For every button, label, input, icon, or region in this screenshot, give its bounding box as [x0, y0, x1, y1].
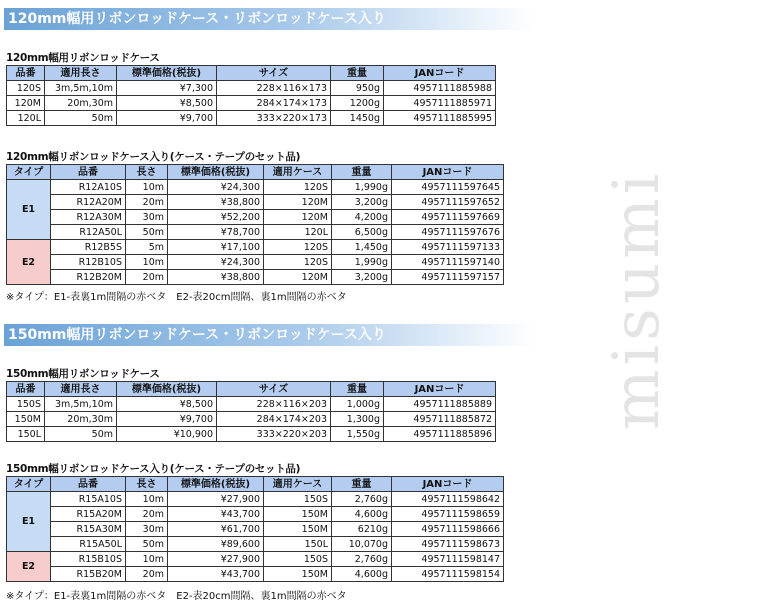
table-cell: 6,500g: [332, 225, 392, 240]
table-cell: 150M: [7, 412, 45, 427]
type-cell: E1: [7, 492, 51, 552]
table-cell: 284×174×203: [217, 412, 331, 427]
column-header: 品番: [51, 477, 126, 492]
table-cell: 4957111885971: [384, 96, 496, 111]
table-cell: 3,200g: [332, 270, 392, 285]
table-cell: 2,760g: [332, 492, 392, 507]
table-cell: 20m: [126, 567, 168, 582]
table-cell: 150M: [264, 567, 332, 582]
table-cell: 1,450g: [332, 240, 392, 255]
column-header: 品番: [51, 165, 126, 180]
table-cell: 333×220×203: [217, 427, 331, 442]
table-cell: 10m: [126, 552, 168, 567]
table-cell: R15B20M: [51, 567, 126, 582]
table-row: [7, 552, 504, 567]
column-header: 標準価格(税抜): [117, 66, 217, 81]
table-cell: ¥7,300: [117, 81, 217, 96]
table-cell: 120S: [264, 180, 332, 195]
table-cell: 120M: [264, 210, 332, 225]
table-row: [7, 240, 504, 255]
table-cell: 10,070g: [332, 537, 392, 552]
table-cell: ¥10,900: [117, 427, 217, 442]
column-header: 重量: [332, 165, 392, 180]
table-cell: 4,600g: [332, 567, 392, 582]
type-cell: E2: [7, 240, 51, 285]
table-cell: 4,200g: [332, 210, 392, 225]
table-cell: 150M: [264, 507, 332, 522]
table-cell: 4957111598642: [392, 492, 504, 507]
table-cell: 30m: [126, 522, 168, 537]
case-table-title-120: 120mm幅用リボンロッドケース: [6, 52, 160, 64]
column-header: 長さ: [126, 477, 168, 492]
table-cell: 120M: [264, 195, 332, 210]
column-header: 重量: [332, 477, 392, 492]
table-row: [7, 492, 504, 507]
header-row: [7, 66, 496, 81]
set-table-120: [6, 164, 504, 285]
table-cell: 1,990g: [332, 255, 392, 270]
table-cell: 120L: [7, 111, 45, 126]
table-cell: ¥17,100: [168, 240, 264, 255]
type-note-120: ※タイプ：E1-表裏1m間隔の赤ベタ E2-表20cm間隔、裏1m間隔の赤ベタ: [6, 292, 347, 303]
type-cell: E1: [7, 180, 51, 240]
table-cell: R15A50L: [51, 537, 126, 552]
type-note-150: ※タイプ：E1-表裏1m間隔の赤ベタ E2-表20cm間隔、裏1m間隔の赤ベタ: [6, 591, 347, 602]
table-cell: ¥8,500: [117, 96, 217, 111]
table-cell: 4957111885872: [384, 412, 496, 427]
column-header: 品番: [7, 382, 45, 397]
table-cell: ¥89,600: [168, 537, 264, 552]
table-cell: 5m: [126, 240, 168, 255]
case-table-150: [6, 381, 496, 442]
table-cell: ¥27,900: [168, 492, 264, 507]
table-cell: 20m,30m: [45, 96, 117, 111]
table-cell: R12A30M: [51, 210, 126, 225]
table-cell: 4957111597140: [392, 255, 504, 270]
table-cell: R12A20M: [51, 195, 126, 210]
table-cell: 120S: [264, 255, 332, 270]
table-cell: 4,600g: [332, 507, 392, 522]
table-cell: ¥24,300: [168, 255, 264, 270]
column-header: JANコード: [384, 66, 496, 81]
table-cell: 284×174×173: [217, 96, 331, 111]
table-cell: 228×116×203: [217, 397, 331, 412]
table-cell: ¥8,500: [117, 397, 217, 412]
table-cell: 20m: [126, 195, 168, 210]
table-cell: R12B20M: [51, 270, 126, 285]
column-header: 適用ケース: [264, 165, 332, 180]
table-cell: 950g: [331, 81, 384, 96]
table-cell: ¥38,800: [168, 195, 264, 210]
table-cell: 50m: [45, 427, 117, 442]
table-cell: 333×220×173: [217, 111, 331, 126]
column-header: サイズ: [217, 66, 331, 81]
column-header: サイズ: [217, 382, 331, 397]
table-cell: 3m,5m,10m: [45, 81, 117, 96]
column-header: JANコード: [392, 477, 504, 492]
table-row: [7, 81, 496, 96]
set-table-title-150: 150mm幅リボンロッドケース入り(ケース・テープのセット品): [6, 463, 301, 475]
table-row: [7, 397, 496, 412]
table-cell: 10m: [126, 492, 168, 507]
table-cell: 10m: [126, 180, 168, 195]
set-table-title-120: 120mm幅リボンロッドケース入り(ケース・テープのセット品): [6, 151, 301, 163]
table-cell: 4957111597652: [392, 195, 504, 210]
table-cell: 1200g: [331, 96, 384, 111]
table-cell: ¥9,700: [117, 111, 217, 126]
table-cell: ¥78,700: [168, 225, 264, 240]
table-cell: ¥52,200: [168, 210, 264, 225]
table-cell: 1,300g: [331, 412, 384, 427]
table-cell: 20m,30m: [45, 412, 117, 427]
case-table-120: [6, 65, 496, 126]
table-cell: ¥24,300: [168, 180, 264, 195]
table-row: [7, 270, 504, 285]
table-cell: ¥43,700: [168, 567, 264, 582]
column-header: 品番: [7, 66, 45, 81]
table-cell: 4957111597157: [392, 270, 504, 285]
column-header: 重量: [331, 66, 384, 81]
table-cell: 120M: [7, 96, 45, 111]
table-cell: 120M: [264, 270, 332, 285]
table-cell: ¥61,700: [168, 522, 264, 537]
table-cell: 4957111885896: [384, 427, 496, 442]
table-cell: 50m: [126, 537, 168, 552]
table-row: [7, 255, 504, 270]
table-cell: R12A10S: [51, 180, 126, 195]
table-cell: R12B10S: [51, 255, 126, 270]
header-row: [7, 382, 496, 397]
column-header: 適用長さ: [45, 382, 117, 397]
table-row: [7, 412, 496, 427]
table-cell: 4957111597669: [392, 210, 504, 225]
header-row: [7, 477, 504, 492]
table-cell: 150S: [264, 552, 332, 567]
column-header: 長さ: [126, 165, 168, 180]
table-cell: 4957111598666: [392, 522, 504, 537]
column-header: 標準価格(税抜): [117, 382, 217, 397]
table-row: [7, 567, 504, 582]
table-cell: R15A10S: [51, 492, 126, 507]
table-row: [7, 180, 504, 195]
column-header: 重量: [331, 382, 384, 397]
table-cell: ¥27,900: [168, 552, 264, 567]
table-cell: 150L: [264, 537, 332, 552]
table-cell: ¥9,700: [117, 412, 217, 427]
table-cell: 4957111598147: [392, 552, 504, 567]
table-cell: 10m: [126, 255, 168, 270]
case-table-title-150: 150mm幅用リボンロッドケース: [6, 368, 160, 380]
table-cell: 4957111598154: [392, 567, 504, 582]
column-header: 標準価格(税抜): [168, 165, 264, 180]
type-cell: E2: [7, 552, 51, 582]
table-cell: 4957111885889: [384, 397, 496, 412]
table-row: [7, 507, 504, 522]
set-table-150: [6, 476, 504, 582]
table-row: [7, 111, 496, 126]
table-cell: 120L: [264, 225, 332, 240]
column-header: タイプ: [7, 165, 51, 180]
column-header: 適用長さ: [45, 66, 117, 81]
table-row: [7, 96, 496, 111]
table-cell: 4957111597133: [392, 240, 504, 255]
table-cell: 20m: [126, 507, 168, 522]
table-cell: 120S: [7, 81, 45, 96]
column-header: JANコード: [392, 165, 504, 180]
column-header: 標準価格(税抜): [168, 477, 264, 492]
table-cell: 50m: [45, 111, 117, 126]
table-cell: 4957111885995: [384, 111, 496, 126]
table-cell: R15A30M: [51, 522, 126, 537]
table-cell: 150L: [7, 427, 45, 442]
table-cell: 150S: [7, 397, 45, 412]
table-cell: 1,990g: [332, 180, 392, 195]
table-cell: 4957111598673: [392, 537, 504, 552]
table-cell: 228×116×173: [217, 81, 331, 96]
table-cell: 2,760g: [332, 552, 392, 567]
table-cell: 4957111597676: [392, 225, 504, 240]
table-cell: 1450g: [331, 111, 384, 126]
table-cell: 50m: [126, 225, 168, 240]
column-header: タイプ: [7, 477, 51, 492]
table-cell: 1,550g: [331, 427, 384, 442]
table-cell: 150M: [264, 522, 332, 537]
header-row: [7, 165, 504, 180]
table-cell: 120S: [264, 240, 332, 255]
table-cell: 6210g: [332, 522, 392, 537]
table-cell: 1,000g: [331, 397, 384, 412]
table-cell: 4957111885988: [384, 81, 496, 96]
table-cell: 3m,5m,10m: [45, 397, 117, 412]
column-header: JANコード: [384, 382, 496, 397]
column-header: 適用ケース: [264, 477, 332, 492]
section-banner-120: 120mm幅用リボンロッドケース・リボンロッドケース入り: [4, 8, 536, 30]
table-row: [7, 210, 504, 225]
table-row: [7, 522, 504, 537]
table-row: [7, 225, 504, 240]
table-row: [7, 195, 504, 210]
table-cell: R15A20M: [51, 507, 126, 522]
table-cell: 20m: [126, 270, 168, 285]
table-cell: 3,200g: [332, 195, 392, 210]
table-cell: ¥38,800: [168, 270, 264, 285]
table-cell: 4957111598659: [392, 507, 504, 522]
table-cell: R12B5S: [51, 240, 126, 255]
section-banner-150: 150mm幅用リボンロッドケース・リボンロッドケース入り: [4, 324, 536, 346]
table-row: [7, 427, 496, 442]
watermark-text: misumi: [600, 169, 674, 431]
table-cell: 150S: [264, 492, 332, 507]
table-row: [7, 537, 504, 552]
table-cell: 30m: [126, 210, 168, 225]
table-cell: ¥43,700: [168, 507, 264, 522]
table-cell: R12A50L: [51, 225, 126, 240]
table-cell: R15B10S: [51, 552, 126, 567]
table-cell: 4957111597645: [392, 180, 504, 195]
